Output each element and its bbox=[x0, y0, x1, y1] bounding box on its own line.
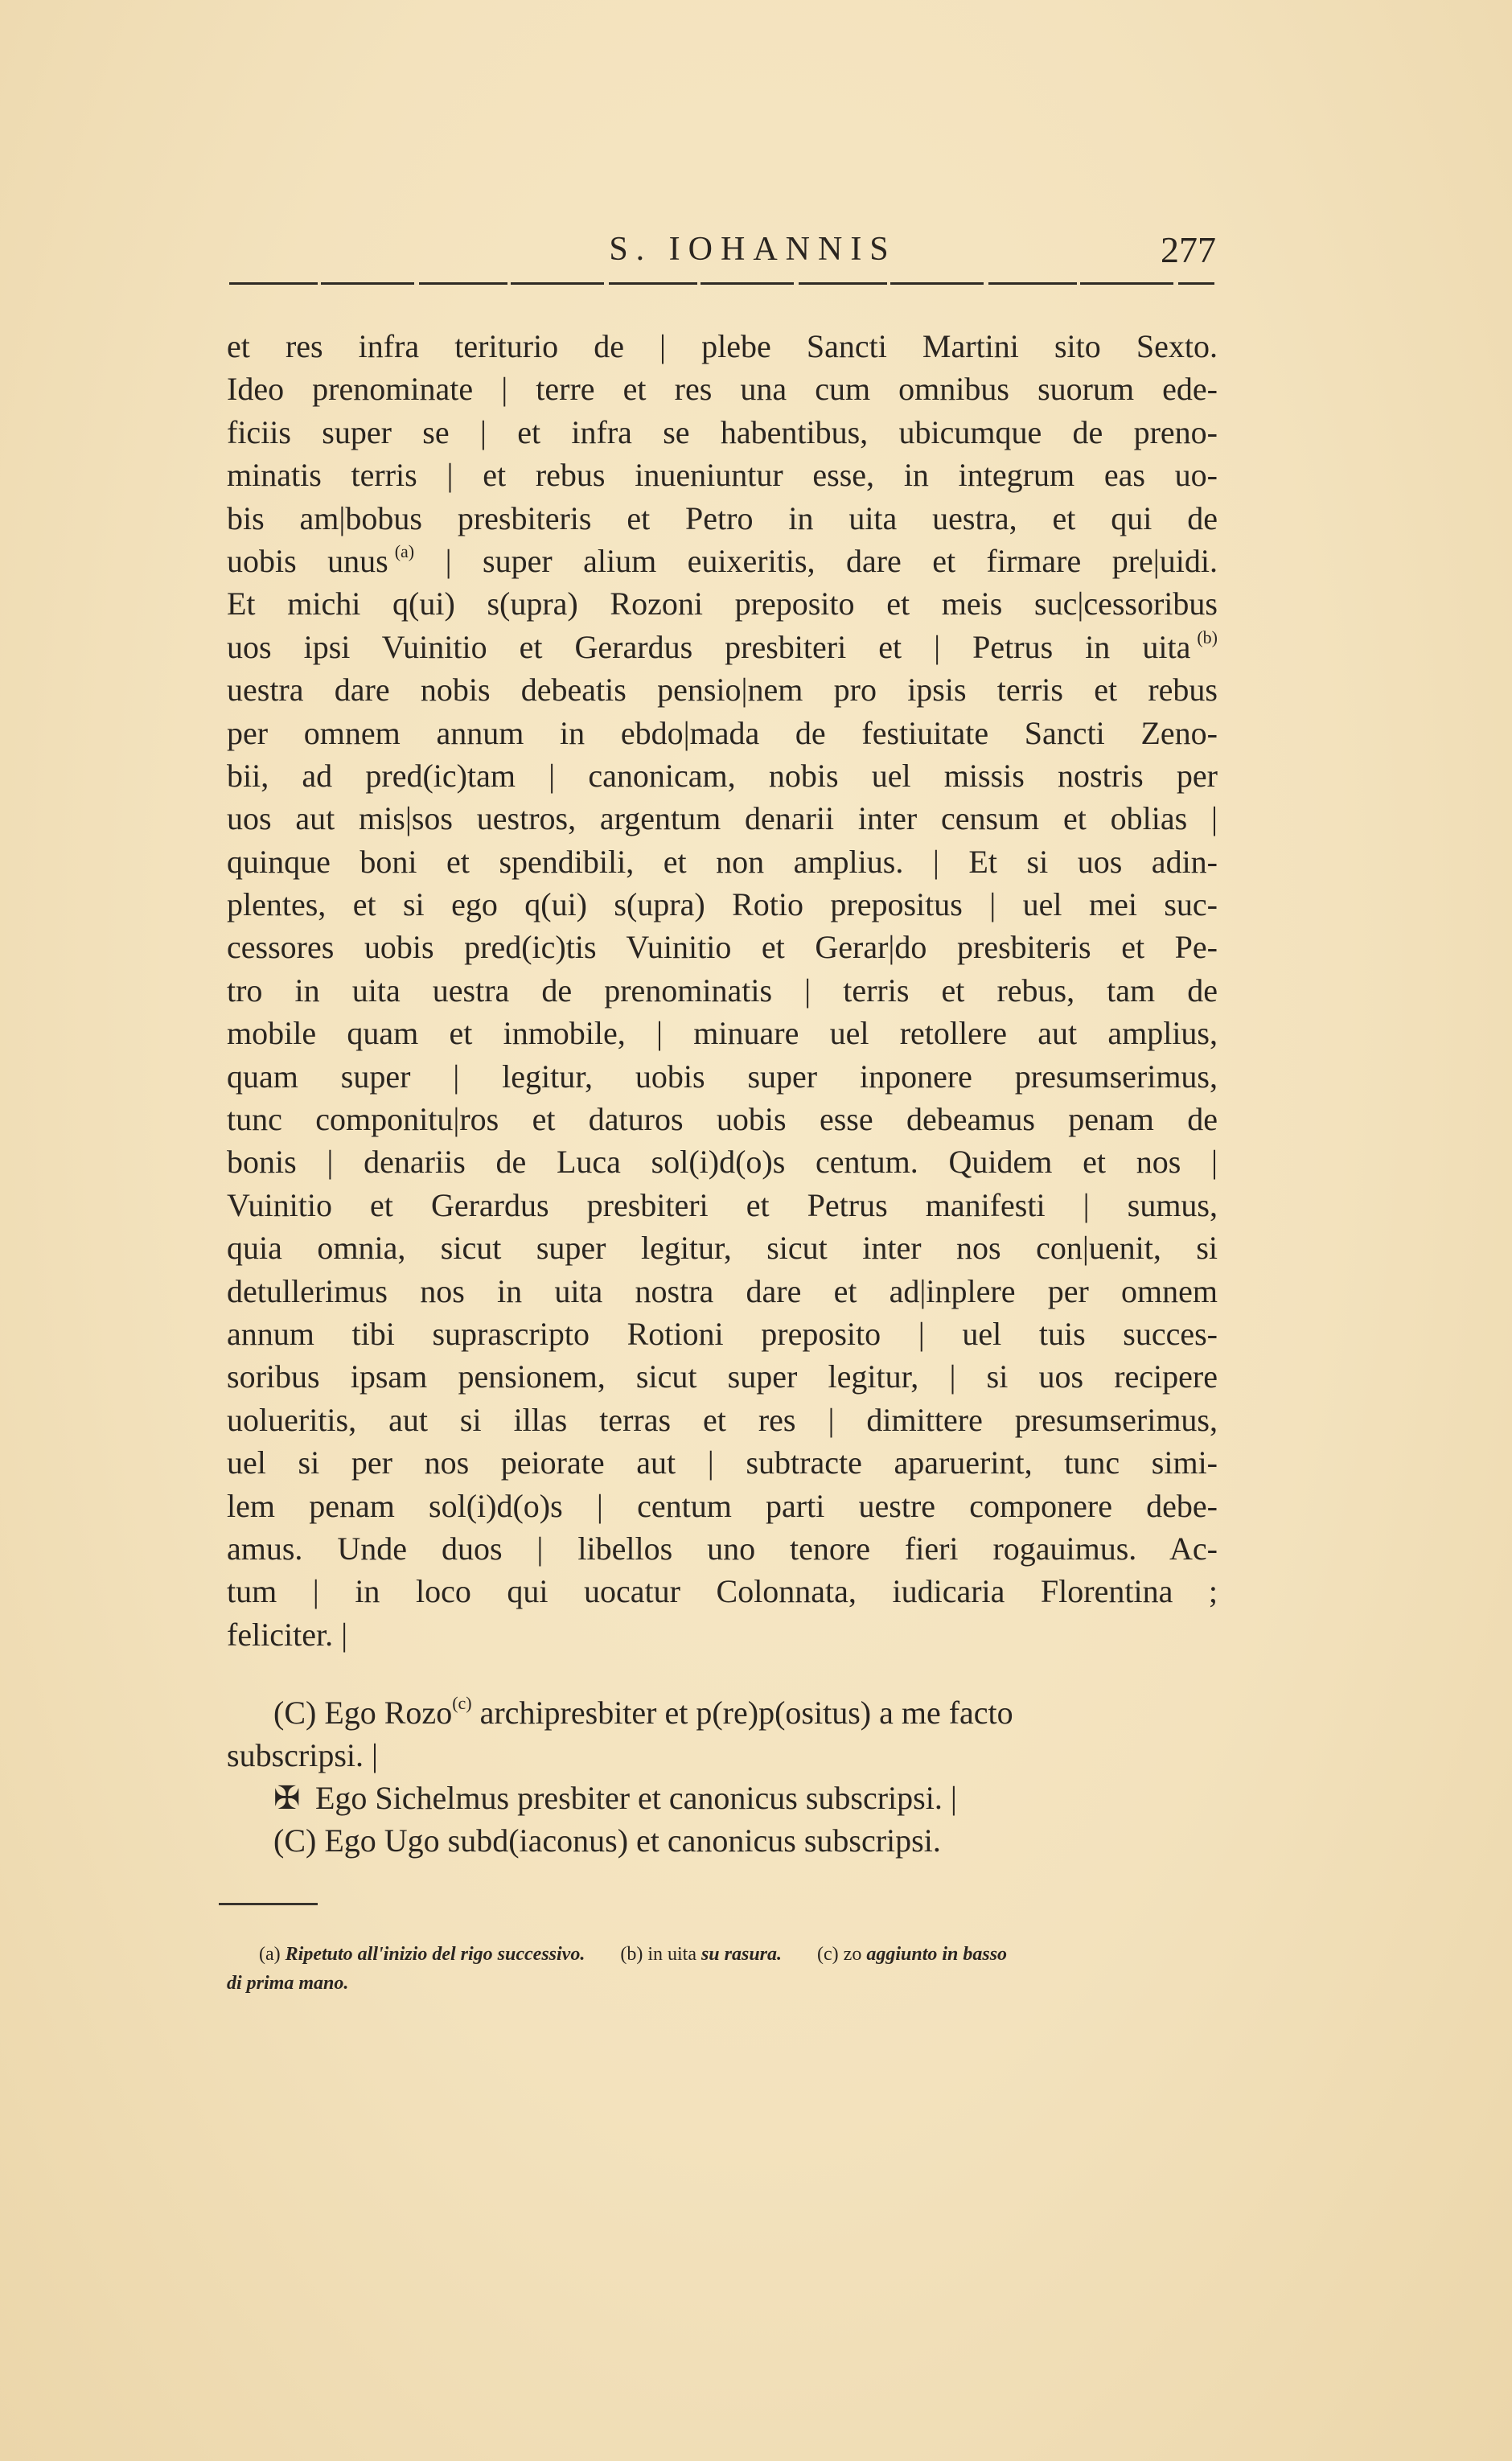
text-line: bis am|bobus presbiteris et Petro in uita uestra, et qui de bbox=[227, 499, 1218, 536]
text-line: minatis terris | et rebus inueniuntur esse, in integrum eas uo- bbox=[227, 457, 1218, 494]
footnote-c-continued: di prima mano. bbox=[227, 1973, 349, 1994]
text-line: bonis | denariis de Luca sol(i)d(o)s centum. Quidem et nos | bbox=[227, 1144, 1218, 1181]
text-line: tro in uita uestra de prenominatis | terris et rebus, tam de bbox=[227, 972, 1218, 1009]
text-line: Ideo prenominate | terre et res una cum omnibus suorum ede- bbox=[227, 371, 1218, 408]
text-line: uobis unus $^{(a)}$ | super alium euixeritis, dare et firmare pre|uidi. bbox=[227, 540, 1218, 579]
running-title: S. IOHANNIS bbox=[609, 231, 897, 268]
text-line: et res infra teriturio de | plebe Sancti Martini sito Sexto. bbox=[227, 328, 1218, 364]
text-line: uel si per nos peiorate aut | subtracte aparuerint, tunc simi- bbox=[227, 1444, 1218, 1481]
footnotes bbox=[227, 1940, 1218, 1998]
signature-rozo: (C) Ego Rozo$^{(c)}$ archipresbiter et p(re)p(ositus) a me facto bbox=[273, 1693, 1013, 1731]
text-line: lem penam sol(i)d(o)s | centum parti uestre componere debe- bbox=[227, 1487, 1218, 1524]
text-line: per omnem annum in ebdo|mada de festiuitate Sancti Zeno- bbox=[227, 714, 1218, 751]
text-line: tunc componitu|ros et daturos uobis esse debeamus penam de bbox=[227, 1101, 1218, 1138]
signature-sichelmus: ✠ Ego Sichelmus presbiter et canonicus subscripsi. | bbox=[227, 1777, 1218, 1819]
footnote-c: (c) zo aggiunto in basso bbox=[817, 1944, 1008, 1965]
text-line: annum tibi suprascripto Rotioni preposito | uel tuis succes- bbox=[227, 1315, 1218, 1352]
signature-rozo-continued: subscripsi. | bbox=[227, 1737, 379, 1773]
text-line: quia omnia, sicut super legitur, sicut inter nos con|uenit, si bbox=[227, 1230, 1218, 1267]
text-line: uos ipsi Vuinitio et Gerardus presbiteri et | Petrus in uita $^{(b)}$ bbox=[227, 627, 1218, 665]
text-line: mobile quam et inmobile, | minuare uel retollere aut amplius, bbox=[227, 1015, 1218, 1052]
text-line: amus. Unde duos | libellos uno tenore fieri rogauimus. Ac- bbox=[227, 1530, 1218, 1567]
text-line: uolueritis, aut si illas terras et res | dimittere presumserimus, bbox=[227, 1401, 1218, 1438]
text-line: Vuinitio et Gerardus presbiteri et Petrus manifesti | sumus, bbox=[227, 1186, 1218, 1223]
page-header bbox=[225, 224, 1216, 272]
page-number: 277 bbox=[1161, 229, 1216, 270]
document-body bbox=[227, 325, 1218, 1656]
text-line: uestra dare nobis debeatis pensio|nem pro ipsis terris et rebus bbox=[227, 672, 1218, 709]
footnote-b: (b) in uita su rasura. bbox=[620, 1944, 783, 1965]
text-line: tum | in loco qui uocatur Colonnata, iudicaria Florentina ; bbox=[227, 1573, 1218, 1610]
text-line: ficiis super se | et infra se habentibus, ubicumque de preno- bbox=[227, 413, 1218, 450]
text-line: bii, ad pred(ic)tam | canonicam, nobis uel missis nostris per bbox=[227, 757, 1218, 794]
footnote-ref: (a) bbox=[394, 540, 415, 561]
text-line: quinque boni et spendibili, et non amplius. | Et si uos adin- bbox=[227, 843, 1218, 880]
footnote-rule bbox=[219, 1903, 318, 1905]
text-line: quam super | legitur, uobis super inponere presumserimus, bbox=[227, 1058, 1218, 1095]
signature-ugo: (C) Ego Ugo subd(iaconus) et canonicus subscripsi. bbox=[273, 1822, 941, 1859]
text-line: uos aut mis|sos uestros, argentum denarii inter censum et oblias | bbox=[227, 800, 1218, 837]
footnote-line bbox=[227, 1940, 1218, 1969]
footnote-ref: (b) bbox=[1197, 627, 1218, 647]
text-line: cessores uobis pred(ic)tis Vuinitio et Gerar|do presbiteris et Pe- bbox=[227, 929, 1218, 966]
text-line: feliciter. | bbox=[227, 1616, 348, 1653]
cross-mark-icon: ✠ bbox=[273, 1780, 301, 1816]
text-line: detullerimus nos in uita nostra dare et ad|inplere per omnem bbox=[227, 1272, 1218, 1309]
footnote-a: (a) Ripetuto all'inizio del rigo successivo. bbox=[259, 1944, 585, 1965]
signature-block bbox=[227, 1691, 1218, 1862]
text-line: plentes, et si ego q(ui) s(upra) Rotio prepositus | uel mei suc- bbox=[227, 886, 1218, 923]
header-rule bbox=[229, 282, 1214, 285]
text-line: Et michi q(ui) s(upra) Rozoni preposito et meis suc|cessoribus bbox=[227, 585, 1218, 622]
text-line: soribus ipsam pensionem, sicut super legitur, | si uos recipere bbox=[227, 1358, 1218, 1395]
footnote-ref-c: (c) bbox=[452, 1693, 472, 1713]
